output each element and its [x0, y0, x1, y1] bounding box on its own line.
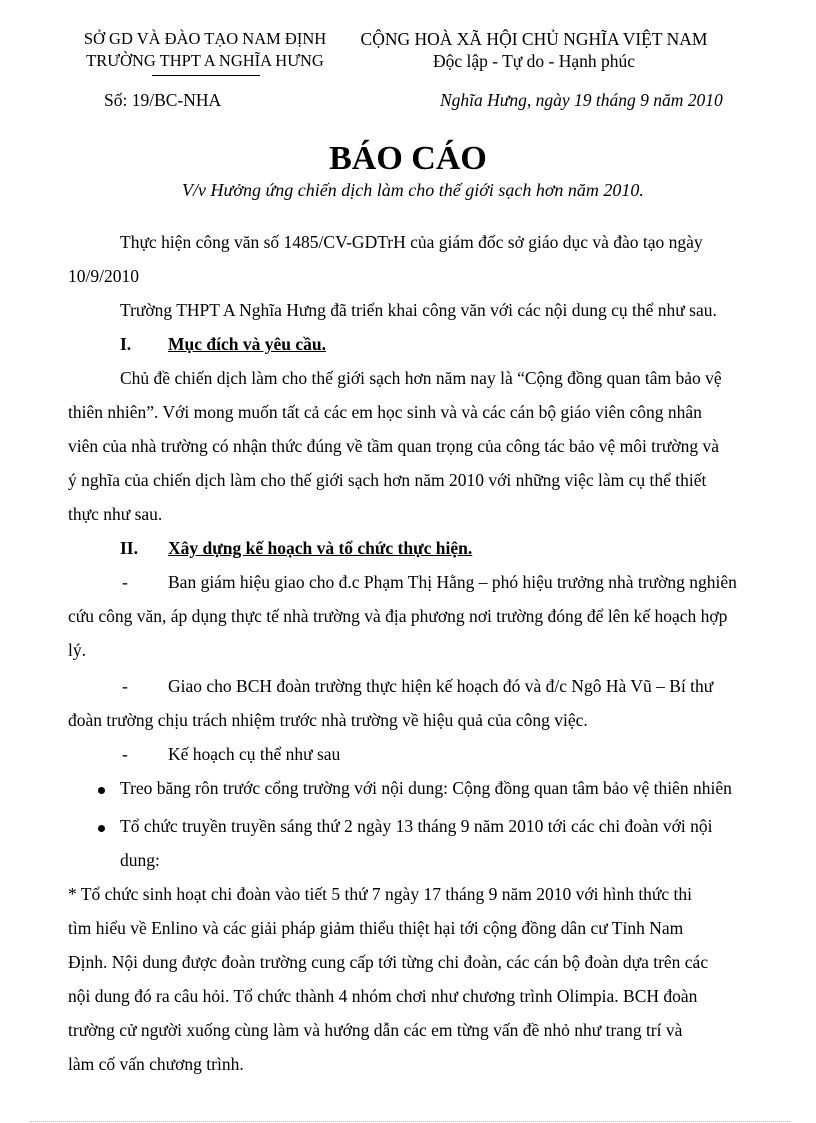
document-number: Số: 19/BC-NHA — [104, 90, 222, 110]
dash-marker: - — [122, 572, 128, 592]
intro-paragraph-2: Trường THPT A Nghĩa Hưng đã triển khai công văn với các nội dung cụ thể như sau. — [120, 300, 717, 320]
dash-item-line: Giao cho BCH đoàn trường thực hiện kế hoạch đó và đ/c Ngô Hà Vũ – Bí thư — [168, 676, 714, 696]
section-1-line: viên của nhà trường có nhận thức đúng về tầm quan trọng của công tác bảo vệ môi trường và — [68, 436, 720, 456]
section-1-line: ý nghĩa của chiến dịch làm cho thế giới sạch hơn năm 2010 với những việc làm cụ thể thiết — [68, 470, 707, 490]
national-motto — [340, 28, 728, 72]
dash-item-line: đoàn trường chịu trách nhiệm trước nhà trường về hiệu quả của công việc. — [68, 710, 588, 730]
section-1-numeral: I. — [120, 334, 132, 354]
section-2-heading: Xây dựng kế hoạch và tổ chức thực hiện. — [168, 538, 473, 558]
section-1-heading: Mục đích và yêu cầu. — [168, 334, 326, 354]
bullet-dot-icon — [98, 787, 105, 794]
dash-item-line: lý. — [68, 640, 86, 660]
activity-paragraph-line: * Tổ chức sinh hoạt chi đoàn vào tiết 5 thứ 7 ngày 17 tháng 9 năm 2010 với hình thức thi — [68, 884, 693, 904]
dash-marker: - — [122, 676, 128, 696]
dash-marker: - — [122, 744, 128, 764]
place-and-date: Nghĩa Hưng, ngày 19 tháng 9 năm 2010 — [440, 90, 723, 110]
section-1-line: thực như sau. — [68, 504, 163, 524]
activity-paragraph-line: làm cố vấn chương trình. — [68, 1054, 244, 1074]
activity-paragraph-line: tìm hiểu về Enlino và các giải pháp giảm thiểu thiệt hại tới cộng đồng dân cư Tỉnh Nam — [68, 918, 684, 938]
intro-paragraph-line: 10/9/2010 — [68, 266, 139, 286]
country-name: CỘNG HOÀ XÃ HỘI CHỦ NGHĨA VIỆT NAM — [360, 29, 708, 49]
bullet-item-line: Tổ chức truyền truyền sáng thứ 2 ngày 13 tháng 9 năm 2010 tới các chi đoàn với nội — [120, 816, 713, 836]
section-1-line: thiên nhiên”. Với mong muốn tất cả các em học sinh và và các cán bộ giáo viên công nhân — [68, 402, 702, 422]
section-1-line: Chủ đề chiến dịch làm cho thế giới sạch hơn năm nay là “Cộng đồng quan tâm bảo vệ — [120, 368, 722, 388]
issuing-authority — [60, 28, 350, 72]
intro-paragraph-line: Thực hiện công văn số 1485/CV-GDTrH của giám đốc sở giáo dục và đào tạo ngày — [120, 232, 703, 252]
dash-item-line: cứu công văn, áp dụng thực tế nhà trường và địa phương nơi trường đóng để lên kế hoạch hợp — [68, 606, 728, 626]
header-left-underline — [152, 75, 260, 76]
activity-paragraph-line: Định. Nội dung được đoàn trường cung cấp tới từng chi đoàn, các cán bộ đoàn dựa trên các — [68, 952, 709, 972]
document-title: BÁO CÁO — [329, 140, 487, 177]
activity-paragraph-line: nội dung đó ra câu hỏi. Tổ chức thành 4 nhóm chơi như chương trình Olimpia. BCH đoàn — [68, 986, 698, 1006]
document-subject: V/v Hưởng ứng chiến dịch làm cho thế giới sạch hơn năm 2010. — [182, 180, 644, 200]
department-name: SỞ GD VÀ ĐÀO TẠO NAM ĐỊNH — [83, 29, 327, 48]
bullet-item-line: Treo băng rôn trước cổng trường với nội dung: Cộng đồng quan tâm bảo vệ thiên nhiên — [120, 778, 732, 798]
activity-paragraph-line: trường cử người xuống cùng làm và hướng dẫn các em từng vấn đề nhỏ như trang trí và — [68, 1020, 683, 1040]
motto-line: Độc lập - Tự do - Hạnh phúc — [432, 51, 636, 71]
dash-item-line: Kế hoạch cụ thể như sau — [168, 744, 341, 764]
school-name: TRƯỜNG THPT A NGHĨA HƯNG — [86, 51, 324, 70]
page-bottom-divider — [30, 1121, 790, 1122]
section-2-numeral: II. — [120, 538, 138, 558]
dash-item-line: Ban giám hiệu giao cho đ.c Phạm Thị Hằng – phó hiệu trưởng nhà trường nghiên — [168, 572, 737, 592]
bullet-dot-icon — [98, 825, 105, 832]
bullet-item-line: dung: — [120, 850, 160, 870]
